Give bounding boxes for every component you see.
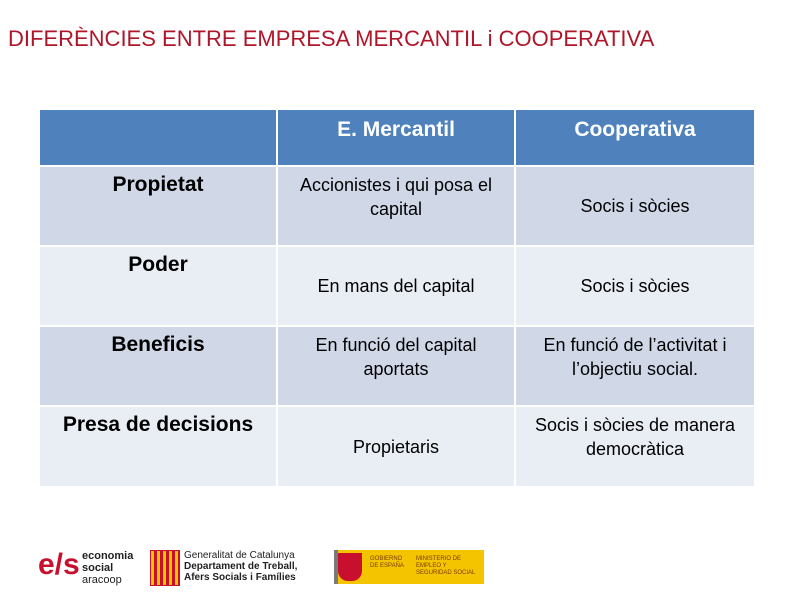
header-cell-cooperativa: Cooperativa	[516, 110, 754, 167]
economia-social-logo	[38, 548, 148, 588]
generalitat-line: Afers Socials i Famílies	[184, 572, 296, 583]
row-label-poder: Poder	[40, 247, 278, 327]
row-label-propietat: Propietat	[40, 167, 278, 247]
cell-mercantil-beneficis: En funció del capital aportats	[278, 327, 516, 407]
header-cell-mercantil: E. Mercantil	[278, 110, 516, 167]
cell-cooperativa-propietat: Socis i sòcies	[516, 167, 754, 247]
cell-cooperativa-beneficis: En funció de l’activitat i l’objectiu social.	[516, 327, 754, 407]
cell-mercantil-propietat: Accionistes i qui posa el capital	[278, 167, 516, 247]
economia-social-line: social	[82, 562, 114, 574]
header-cell-empty	[40, 110, 278, 167]
economia-social-line: economia	[82, 550, 134, 562]
footer-logos	[38, 548, 498, 588]
coat-of-arms-icon	[338, 553, 362, 581]
gobierno-text: GOBIERNO DE ESPAÑA	[370, 556, 404, 569]
cell-cooperativa-poder: Socis i sòcies	[516, 247, 754, 327]
economia-social-mark: e/s	[38, 548, 80, 581]
row-label-presa-de-decisions: Presa de decisions	[40, 407, 278, 488]
cell-mercantil-poder: En mans del capital	[278, 247, 516, 327]
generalitat-logo	[150, 548, 320, 588]
ministerio-text: MINISTERIO DE EMPLEO Y SEGURIDAD SOCIAL	[416, 556, 476, 576]
cell-cooperativa-presa-de-decisions: Socis i sòcies de manera democràtica	[516, 407, 754, 488]
comparison-table	[40, 110, 754, 488]
cell-mercantil-presa-de-decisions: Propietaris	[278, 407, 516, 488]
generalitat-line: Generalitat de Catalunya	[184, 550, 295, 561]
gobierno-logo	[334, 550, 484, 584]
row-label-beneficis: Beneficis	[40, 327, 278, 407]
generalitat-flag-icon	[150, 550, 180, 586]
generalitat-line: Departament de Treball,	[184, 561, 298, 572]
page-title: DIFERÈNCIES ENTRE EMPRESA MERCANTIL i COOPERATIVA	[8, 26, 655, 51]
economia-social-line: aracoop	[82, 574, 122, 586]
